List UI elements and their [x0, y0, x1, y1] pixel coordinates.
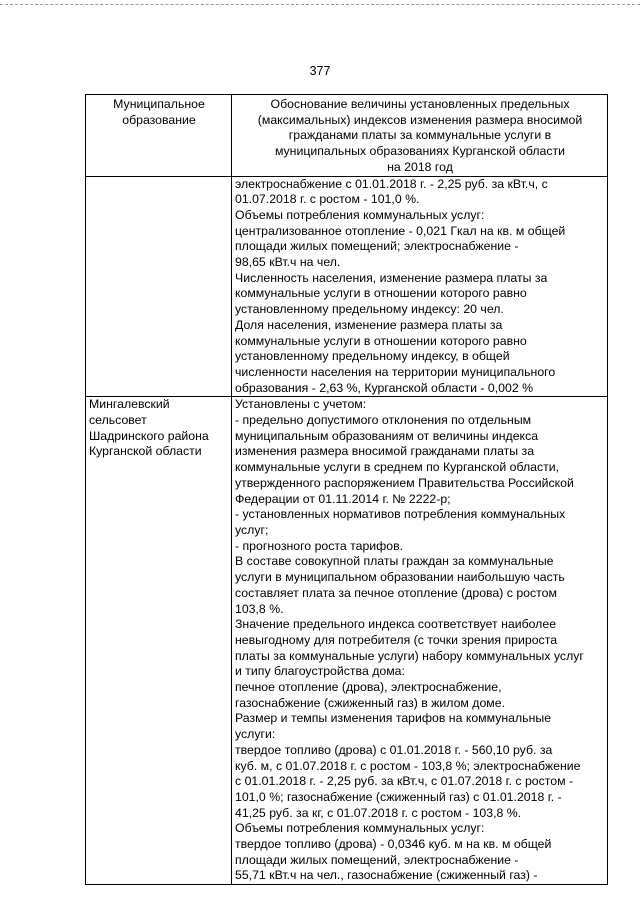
text-line: платы за коммунальные услуги) набору коммунальных услуг	[235, 648, 584, 663]
text-line: Значение предельного индекса соответствует наиболее	[235, 617, 557, 632]
header-line: муниципальных образованиях Курганской области	[274, 144, 566, 159]
page-number: 377	[309, 64, 331, 78]
table-row	[86, 397, 608, 885]
text-line: площади жилых помещений; электроснабжение -	[235, 239, 519, 254]
text-line: Объемы потребления коммунальных услуг:	[235, 821, 485, 836]
text-line: образования - 2,63 %, Курганской области - 0,002 %	[235, 380, 534, 395]
justification-cell	[232, 397, 608, 885]
municipality-line: Шадринского района	[89, 428, 209, 443]
text-line: услуги в муниципальном образовании наибольшую часть	[235, 570, 565, 585]
text-line: 103,8 %.	[235, 601, 284, 616]
header-line: Муниципальное	[113, 97, 205, 111]
text-line: 98,65 кВт.ч на чел.	[235, 255, 341, 270]
text-line: Размер и темпы изменения тарифов на коммунальные	[235, 711, 552, 726]
text-line: коммунальные услуги в среднем по Курганской области,	[235, 460, 560, 475]
text-line: - прогнозного роста тарифов.	[235, 538, 404, 553]
text-line: 01.07.2018 г. с ростом - 101,0 %.	[235, 192, 420, 207]
municipality-line: Мингалевский	[89, 397, 170, 412]
text-line: установленному предельному индексу, в общей	[235, 349, 510, 364]
text-line: составляет плата за печное отопление (дрова) с ростом	[235, 585, 557, 600]
text-line: невыгодному для потребителя (с точки зрения прироста	[235, 632, 558, 647]
text-line: коммунальные услуги в отношении которого равно	[235, 333, 527, 348]
text-line: Доля населения, изменение размера платы за	[235, 317, 503, 332]
header-line: на 2018 год	[387, 159, 453, 174]
text-line: Установлены с учетом:	[235, 397, 367, 412]
text-line: муниципальным образованиям от величины индекса	[235, 428, 539, 443]
text-line: с 01.01.2018 г. - 2,25 руб. за кВт.ч, с 01.07.2018 г. с ростом -	[235, 774, 574, 789]
text-line: услуг;	[235, 522, 269, 537]
text-line: утвержденного распоряжением Правительства Российской	[235, 475, 574, 490]
text-line: куб. м, с 01.07.2018 г. с ростом - 103,8 %; электроснабжение	[235, 758, 581, 773]
text-line: 101,0 %; газоснабжение (сжиженный газ) с 01.01.2018 г. -	[235, 789, 562, 804]
text-line: твердое топливо (дрова) - 0,0346 куб. м на кв. м общей	[235, 837, 552, 852]
municipality-cell	[86, 397, 232, 885]
text-line: услуги:	[235, 727, 276, 742]
text-line: централизованное отопление - 0,021 Гкал на кв. м общей	[235, 223, 566, 238]
text-line: газоснабжение (сжиженный газ) в жилом доме.	[235, 695, 506, 710]
text-line: - предельно допустимого отклонения по отдельным	[235, 413, 532, 428]
text-line: В составе совокупной платы граждан за коммунальные	[235, 554, 554, 569]
text-line: установленному предельному индексу: 20 чел.	[235, 302, 504, 317]
text-line: Федерации от 01.11.2014 г. № 2222-р;	[235, 491, 451, 506]
header-line: образование	[122, 112, 196, 127]
text-line: коммунальные услуги в отношении которого равно	[235, 286, 527, 301]
header-line: гражданами платы за коммунальные услуги в	[288, 128, 552, 143]
justification-cell	[232, 176, 608, 397]
tariff-table	[85, 94, 608, 885]
text-line: Численность населения, изменение размера платы за	[235, 270, 548, 285]
text-line: печное отопление (дрова), электроснабжение,	[235, 680, 502, 695]
header-line: Обоснование величины установленных предельных	[270, 97, 570, 111]
text-line: твердое топливо (дрова) с 01.01.2018 г. - 560,10 руб. за	[235, 742, 553, 757]
municipality-cell	[86, 176, 232, 397]
municipality-line: сельсовет	[89, 413, 147, 428]
table-row	[86, 176, 608, 397]
header-municipality	[86, 95, 232, 177]
header-line: (максимальных) индексов изменения размера вносимой	[257, 112, 583, 127]
header-justification	[232, 95, 608, 177]
scan-top-edge	[0, 4, 640, 5]
text-line: и типу благоустройства дома:	[235, 664, 405, 679]
text-line: численности населения на территории муниципального	[235, 364, 556, 379]
table-header-row	[86, 95, 608, 177]
text-line: электроснабжение с 01.01.2018 г. - 2,25 руб. за кВт.ч, с	[235, 176, 548, 191]
text-line: Объемы потребления коммунальных услуг:	[235, 207, 485, 222]
text-line: площади жилых помещений, электроснабжение -	[235, 852, 519, 867]
text-line: 55,71 кВт.ч на чел., газоснабжение (сжиженный газ) -	[235, 868, 538, 883]
text-line: - установленных нормативов потребления коммунальных	[235, 507, 566, 522]
text-line: изменения размера вносимой гражданами платы за	[235, 444, 535, 459]
municipality-line: Курганской области	[89, 444, 202, 459]
text-line: 41,25 руб. за кг, с 01.07.2018 г. с ростом - 103,8 %.	[235, 805, 522, 820]
